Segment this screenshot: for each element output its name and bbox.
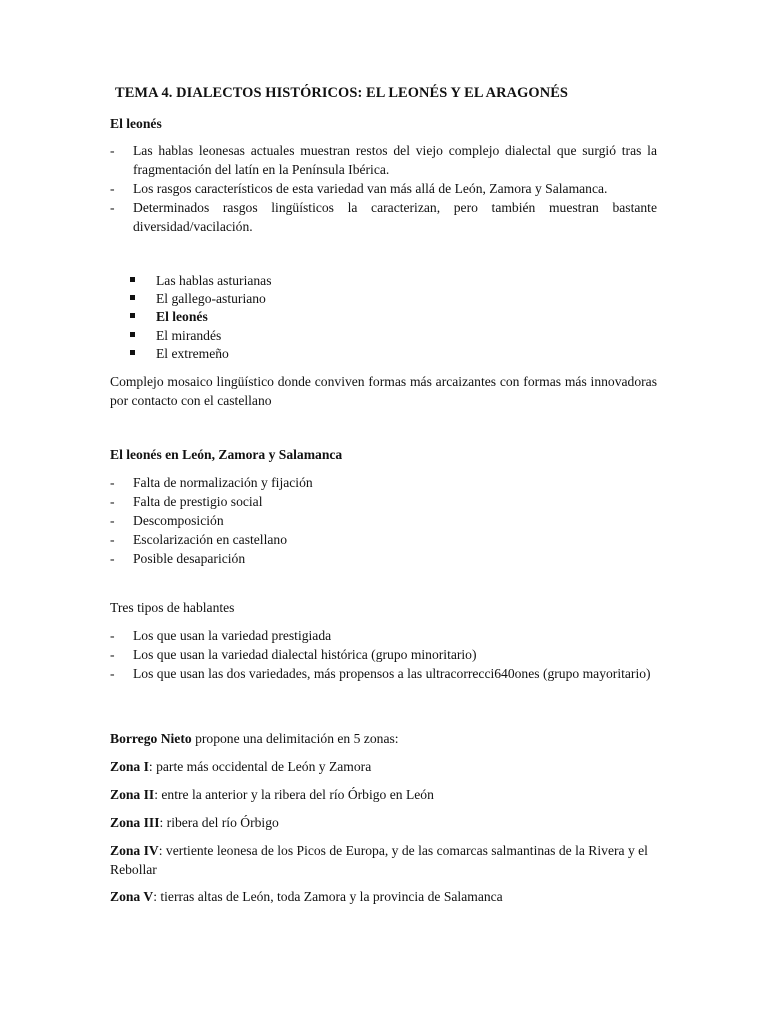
- varieties-bullet-list: [130, 271, 272, 363]
- document-title: TEMA 4. DIALECTOS HISTÓRICOS: EL LEONÉS Y EL ARAGONÉS: [115, 85, 569, 101]
- list-item: El gallego-asturiano: [130, 289, 272, 307]
- zone-3: Zona III: ribera del río Órbigo: [110, 815, 279, 830]
- zone-1: Zona I: parte más occidental de León y Zamora: [110, 759, 372, 774]
- square-bullet-icon: [130, 277, 135, 282]
- list-item: - Falta de prestigio social: [110, 494, 263, 509]
- list-item: El mirandés: [130, 326, 272, 344]
- list-item: - Falta de normalización y fijación: [110, 475, 313, 490]
- list-item: - Escolarización en castellano: [110, 532, 287, 547]
- list-item: - Los rasgos característicos de esta variedad van más allá de León, Zamora y Salamanca.: [110, 181, 608, 196]
- list-item: - Determinados rasgos lingüísticos la caracterizan, pero también muestran bastante diversidad/vacilación.: [110, 200, 657, 234]
- list-item: - Los que usan las dos variedades, más propensos a las ultracorrecci640ones (grupo mayoritario): [110, 666, 651, 681]
- author-name: Borrego Nieto: [110, 731, 192, 746]
- square-bullet-icon: [130, 332, 135, 337]
- square-bullet-icon: [130, 295, 135, 300]
- speakers-dash-list: [110, 626, 657, 683]
- list-item: El extremeño: [130, 345, 272, 363]
- zones-intro: Borrego Nieto propone una delimitación en 5 zonas:: [110, 731, 399, 746]
- list-item: Las hablas asturianas: [130, 271, 272, 289]
- list-item: El leonés: [130, 308, 272, 326]
- list-item: - Posible desaparición: [110, 551, 246, 566]
- list-item: - Las hablas leonesas actuales muestran restos del viejo complejo dialectal que surgió tras la fragmentación del latín en la Península Ibérica.: [110, 143, 657, 177]
- zone-4: Zona IV: vertiente leonesa de los Picos de Europa, y de las comarcas salmantinas de la Rivera y el Rebollar: [110, 843, 648, 877]
- square-bullet-icon: [130, 350, 135, 355]
- list-item: - Descomposición: [110, 513, 224, 528]
- zone-5: Zona V: tierras altas de León, toda Zamora y la provincia de Salamanca: [110, 889, 503, 904]
- situation-dash-list: [110, 473, 657, 568]
- section-heading-leon-zamora-salamanca: El leonés en León, Zamora y Salamanca: [110, 447, 343, 462]
- leones-dash-list: [110, 141, 657, 236]
- section-heading-leones: El leonés: [110, 116, 162, 131]
- mosaic-paragraph: Complejo mosaico lingüístico donde conviven formas más arcaizantes con formas más innovadoras por contacto con el castellano: [110, 374, 657, 408]
- zone-2: Zona II: entre la anterior y la ribera del río Órbigo en León: [110, 787, 434, 802]
- list-item: - Los que usan la variedad prestigiada: [110, 628, 332, 643]
- square-bullet-icon: [130, 313, 135, 318]
- speakers-heading: Tres tipos de hablantes: [110, 600, 235, 615]
- list-item: - Los que usan la variedad dialectal histórica (grupo minoritario): [110, 647, 477, 662]
